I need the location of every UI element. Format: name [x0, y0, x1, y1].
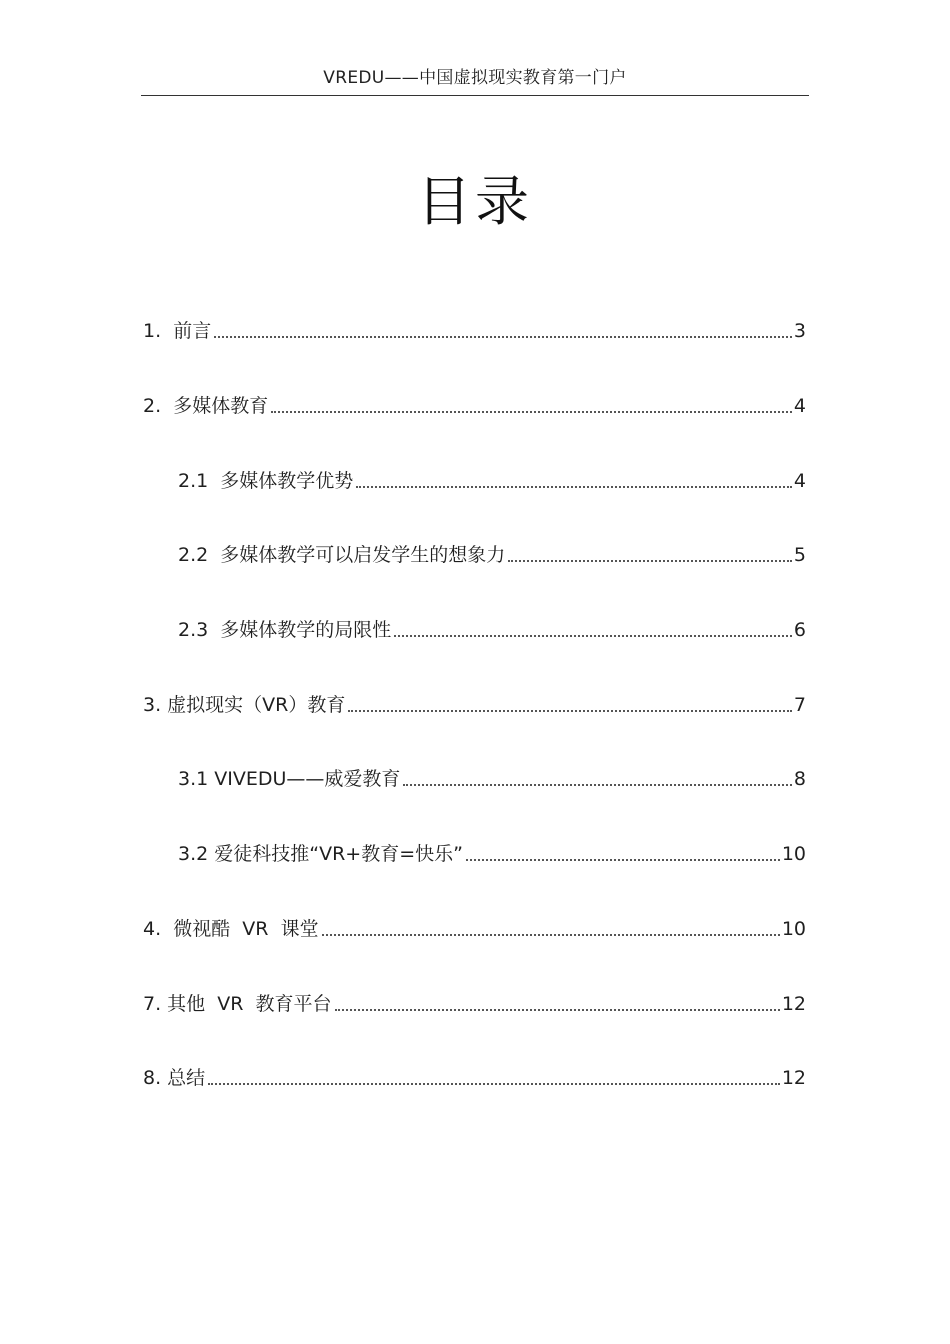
toc-entry-2-1[interactable] [178, 465, 806, 495]
toc-dot-leader [356, 486, 792, 488]
toc-entry-label: 4. 微视酷 VR 课堂 [143, 918, 319, 940]
toc-entry-8[interactable] [143, 1062, 806, 1092]
toc-entry-page: 10 [781, 843, 806, 865]
toc-entry-3-2[interactable] [178, 838, 806, 868]
toc-entry-3[interactable] [143, 689, 806, 719]
toc-entry-label: 2.1 多媒体教学优势 [178, 470, 354, 492]
toc-entry-2-2[interactable] [178, 539, 806, 569]
toc-entry-label: 8. 总结 [143, 1067, 206, 1089]
toc-dot-leader [214, 336, 792, 338]
toc-entry-page: 4 [793, 395, 806, 417]
toc-entry-label: 2.2 多媒体教学可以启发学生的想象力 [178, 544, 506, 566]
toc-dot-leader [271, 411, 792, 413]
toc-entry-page: 12 [781, 993, 806, 1015]
toc-dot-leader [403, 784, 792, 786]
toc-entry-page: 7 [793, 694, 806, 716]
toc-entry-label: 2.3 多媒体教学的局限性 [178, 619, 392, 641]
toc-entry-page: 10 [781, 918, 806, 940]
toc-entry-label: 1. 前言 [143, 320, 212, 342]
page-title: 目录 [417, 170, 533, 233]
toc-dot-leader [348, 710, 792, 712]
toc-entry-4[interactable] [143, 913, 806, 943]
toc-entry-label: 2. 多媒体教育 [143, 395, 269, 417]
toc-entry-label: 3.2 爱徒科技推“VR+教育=快乐” [178, 843, 463, 865]
toc-dot-leader [335, 1009, 780, 1011]
header-divider [141, 95, 809, 96]
toc-dot-leader [208, 1083, 780, 1085]
toc-entry-7[interactable] [143, 988, 806, 1018]
toc-entry-page: 5 [793, 544, 806, 566]
toc-dot-leader [394, 635, 792, 637]
toc-dot-leader [508, 560, 792, 562]
toc-entry-2[interactable] [143, 390, 806, 420]
toc-entry-page: 6 [793, 619, 806, 641]
toc-entry-page: 4 [793, 470, 806, 492]
toc-dot-leader [466, 859, 780, 861]
toc-entry-label: 3. 虚拟现实（VR）教育 [143, 694, 346, 716]
toc-entry-label: 3.1 VIVEDU——威爱教育 [178, 768, 401, 790]
toc-entry-label: 7. 其他 VR 教育平台 [143, 993, 332, 1015]
page-header: VREDU——中国虚拟现实教育第一门户 [323, 68, 627, 88]
toc-entry-page: 12 [781, 1067, 806, 1089]
toc-dot-leader [322, 934, 780, 936]
toc-entry-1[interactable] [143, 315, 806, 345]
toc-entry-3-1[interactable] [178, 763, 806, 793]
toc-entry-page: 8 [793, 768, 806, 790]
toc-entry-page: 3 [793, 320, 806, 342]
toc-entry-2-3[interactable] [178, 614, 806, 644]
